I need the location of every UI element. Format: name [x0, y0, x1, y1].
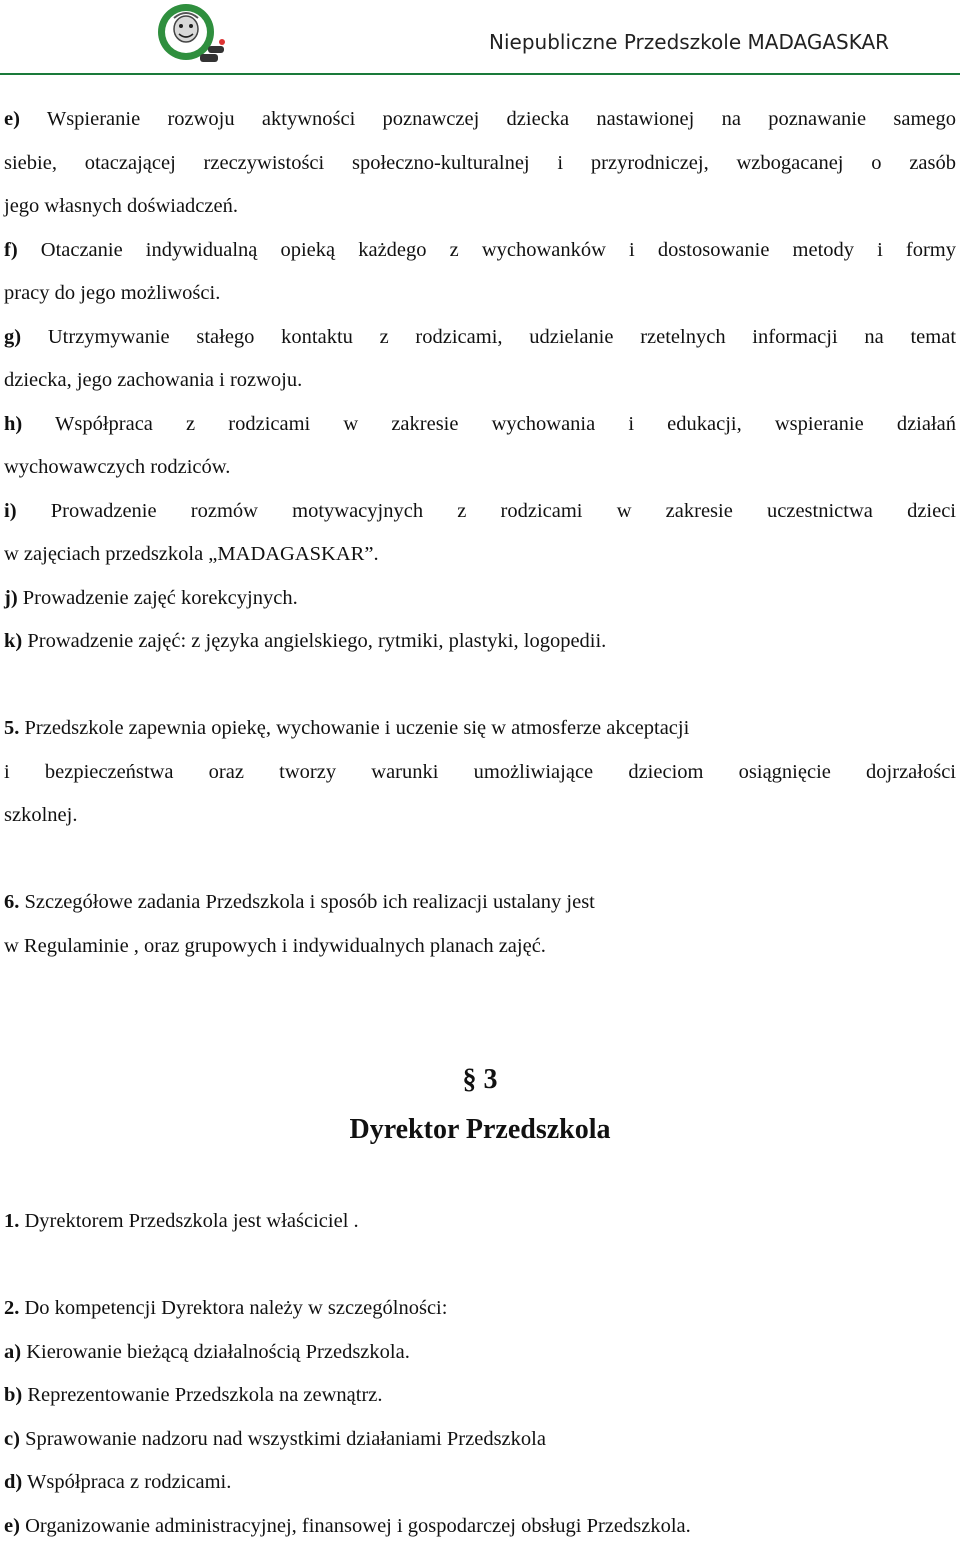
section-title: Dyrektor Przedszkola: [0, 1108, 960, 1152]
paragraph-line: 2. Do kompetencji Dyrektora należy w szczególności:: [4, 1287, 956, 1331]
list-item: e) Organizowanie administracyjnej, finansowej i gospodarczej obsługi Przedszkola.: [4, 1505, 956, 1548]
paragraph-line: 6. Szczegółowe zadania Przedszkola i sposób ich realizacji ustalany jest: [4, 881, 956, 925]
paragraph-line: 1. Dyrektorem Przedszkola jest właściciel .: [4, 1200, 956, 1244]
list-item-line: siebie, otaczającej rzeczywistości społeczno-kulturalnej i przyrodniczej, wzbogacanej o zasób: [4, 142, 956, 186]
list-item: c) Sprawowanie nadzoru nad wszystkimi działaniami Przedszkola: [4, 1418, 956, 1462]
list-item: d) Współpraca z rodzicami.: [4, 1461, 956, 1505]
list-item: a) Kierowanie bieżącą działalnością Przedszkola.: [4, 1331, 956, 1375]
paragraph-line: szkolnej.: [4, 794, 956, 838]
list-item-line: wychowawczych rodziców.: [4, 446, 956, 490]
list-item-line: h) Współpraca z rodzicami w zakresie wychowania i edukacji, wspieranie działań: [4, 403, 956, 447]
list-item-line: i) Prowadzenie rozmów motywacyjnych z rodzicami w zakresie uczestnictwa dzieci: [4, 490, 956, 534]
header-title: Niepubliczne Przedszkole MADAGASKAR: [489, 30, 889, 54]
paragraph-line: w Regulaminie , oraz grupowych i indywidualnych planach zajęć.: [4, 925, 956, 969]
list-item-line: f) Otaczanie indywidualną opieką każdego z wychowanków i dostosowanie metody i formy: [4, 229, 956, 273]
list-item-line: w zajęciach przedszkola „MADAGASKAR”.: [4, 533, 956, 577]
section-mark: § 3: [0, 1058, 960, 1102]
list-item-line: e) Wspieranie rozwoju aktywności poznawczej dziecka nastawionej na poznawanie samego: [4, 98, 956, 142]
list-item-line: k) Prowadzenie zajęć: z języka angielskiego, rytmiki, plastyki, logopedii.: [4, 620, 956, 664]
kindergarten-mascot-logo: [150, 2, 232, 68]
paragraph-line: 5. Przedszkole zapewnia opiekę, wychowanie i uczenie się w atmosferze akceptacji: [4, 707, 956, 751]
list-item-line: dziecka, jego zachowania i rozwoju.: [4, 359, 956, 403]
list-item: b) Reprezentowanie Przedszkola na zewnątrz.: [4, 1374, 956, 1418]
list-item-line: pracy do jego możliwości.: [4, 272, 956, 316]
list-item-line: jego własnych doświadczeń.: [4, 185, 956, 229]
header-divider: [0, 73, 960, 75]
page-header: [0, 0, 960, 78]
paragraph-line: i bezpieczeństwa oraz tworzy warunki umożliwiające dzieciom osiągnięcie dojrzałości: [4, 751, 956, 795]
list-item-line: j) Prowadzenie zajęć korekcyjnych.: [4, 577, 956, 621]
list-item-line: g) Utrzymywanie stałego kontaktu z rodzicami, udzielanie rzetelnych informacji na temat: [4, 316, 956, 360]
